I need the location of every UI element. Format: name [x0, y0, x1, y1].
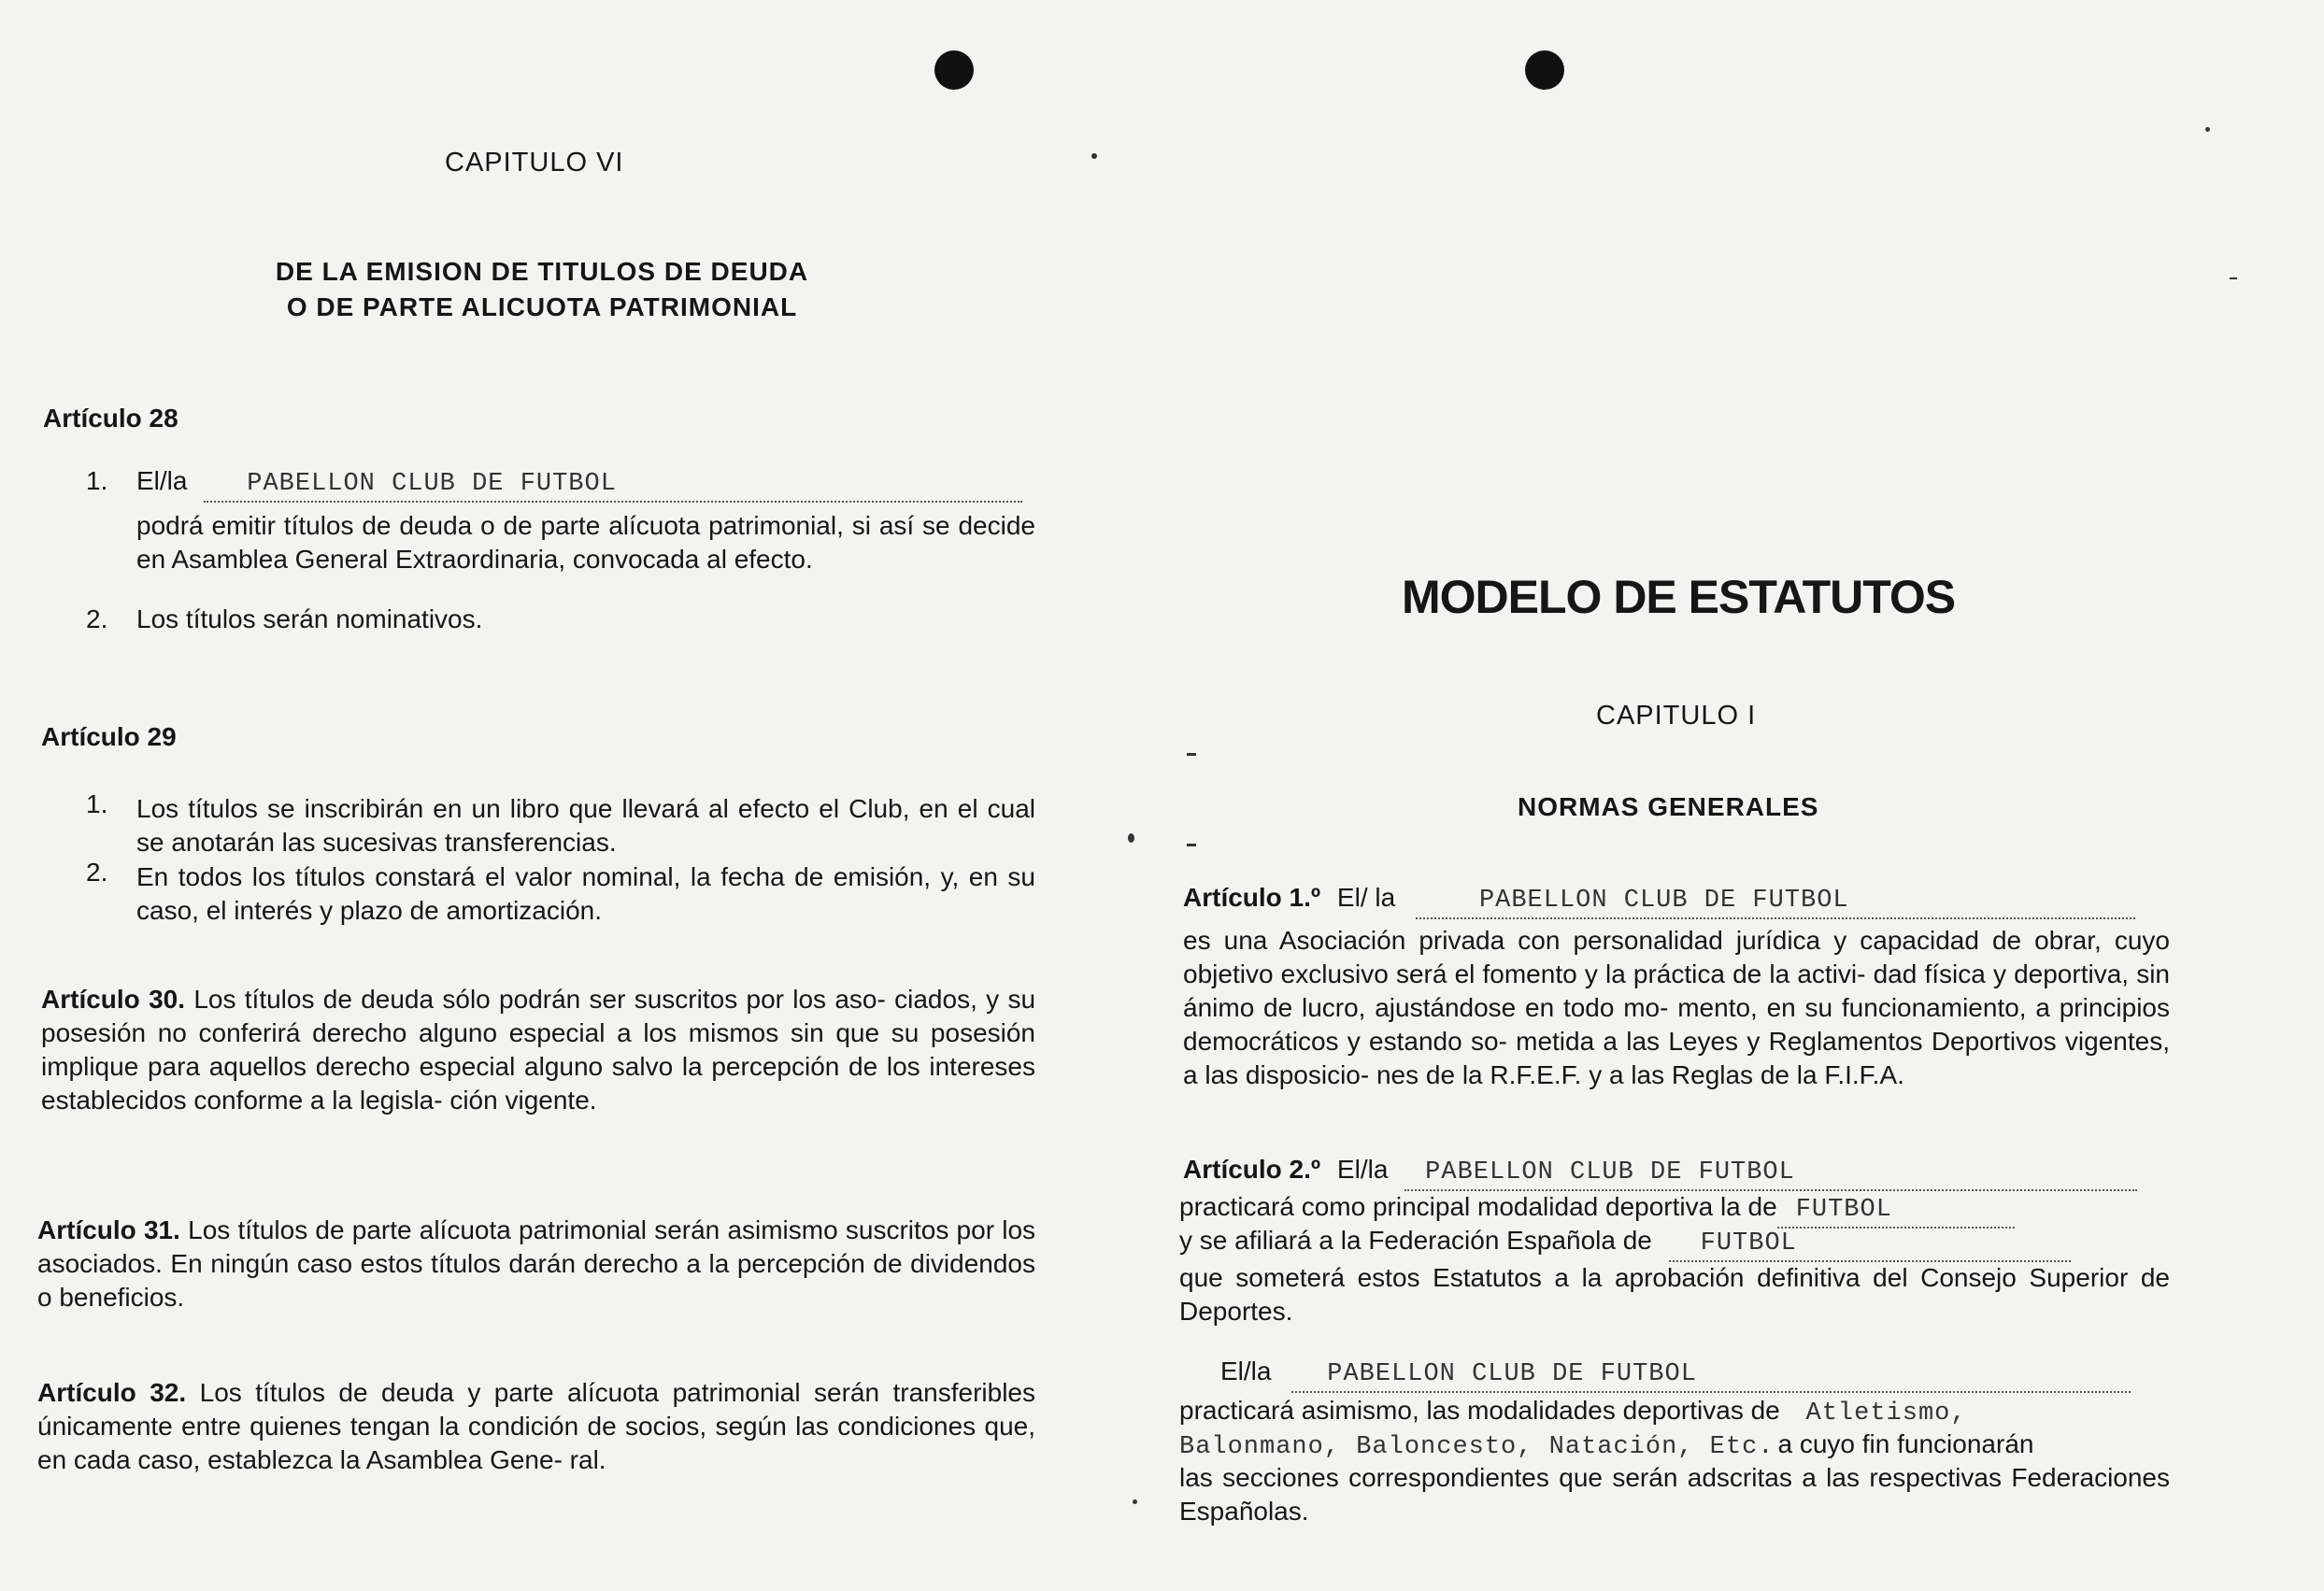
fill-in-line	[1669, 1224, 2071, 1262]
fill-in-row	[1179, 1224, 2170, 1262]
typed-sport: FUTBOL	[1795, 1196, 1892, 1224]
article-text: En todos los títulos constará el valor nominal, la fecha de emisión, y, en su caso, el interés y plazo de amortización.	[136, 862, 1035, 925]
fill-in-row	[1179, 1428, 2170, 1464]
right-page	[1112, 0, 2324, 1591]
article-paragraph	[41, 983, 1035, 1117]
fill-label: a cuyo fin funcionarán	[1777, 1429, 2034, 1458]
document-title: MODELO DE ESTATUTOS	[1402, 571, 1956, 623]
fill-in-row	[1220, 1355, 2170, 1393]
fill-in-row	[1183, 1153, 2170, 1191]
article-heading: Artículo 2.º	[1183, 1155, 1321, 1184]
fill-prefix: El/la	[136, 466, 188, 495]
article-text: es una Asociación privada con personalidad jurídica y capacidad de obrar, cuyo objetivo exclusivo será el fomento y la práctica de la activi- dad física y deportiva, sin ánimo de lucro, ajustándose en todo mo- mento, en su funcionamiento, a principios democráticos y estando so- metida a las Leyes y Reglamentos Deportivos vigentes, a las disposicio- nes de la R.F.E.F. y a las Reglas de la F.I.F.A.	[1183, 926, 2170, 1089]
article-paragraph	[37, 1214, 1035, 1314]
typed-club-name: PABELLON CLUB DE FUTBOL	[247, 470, 617, 498]
article-paragraph	[37, 1376, 1035, 1477]
typed-club-name: PABELLON CLUB DE FUTBOL	[1425, 1158, 1795, 1186]
section-title: NORMAS GENERALES	[1518, 792, 1819, 821]
fill-in-row	[1179, 1190, 2170, 1229]
chapter-heading: CAPITULO VI	[445, 148, 624, 178]
item-number: 1.	[86, 789, 108, 818]
article-heading: Artículo 31.	[37, 1215, 180, 1244]
chapter-heading: CAPITULO I	[1596, 701, 1757, 731]
fill-prefix: El/ la	[1336, 883, 1396, 912]
fill-in-row	[1179, 1394, 2170, 1430]
item-number: 1.	[86, 466, 108, 495]
section-title-line: O DE PARTE ALICUOTA PATRIMONIAL	[286, 292, 798, 321]
fill-in-line	[1416, 881, 2135, 919]
article-heading: Artículo 30.	[41, 985, 186, 1014]
fill-label: y se afiliará a la Federación Española de	[1179, 1226, 1652, 1255]
article-text: Los títulos serán nominativos.	[136, 604, 483, 633]
section-title	[215, 254, 869, 325]
article-heading: Artículo 29	[41, 722, 177, 751]
typed-sports: Atletismo,	[1805, 1399, 1967, 1428]
fill-label: practicará como principal modalidad deportiva la de	[1179, 1192, 1777, 1221]
fill-in-row	[1183, 881, 2170, 919]
article-text: Los títulos se inscribirán en un libro que llevará al efecto el Club, en el cual se anotarán las sucesivas transferencias.	[136, 794, 1035, 857]
fill-in-line	[1777, 1190, 2015, 1229]
fill-in-line	[204, 464, 1022, 503]
fill-in-row	[136, 464, 1035, 503]
fill-in-line	[1404, 1153, 2137, 1191]
item-number: 2.	[86, 604, 108, 633]
article-heading: Artículo 28	[43, 404, 178, 433]
article-text: Los títulos de parte alícuota patrimonial serán asimismo suscritos por los asociados. En ningún caso estos títulos darán derecho a la percepción de dividendos o beneficios.	[37, 1215, 1036, 1312]
item-number: 2.	[86, 858, 108, 887]
article-text: Los títulos de deuda sólo podrán ser suscritos por los aso- ciados, y su posesión no conferirá derecho alguno especial a los mismos sin que su posesión implique para aquellos derecho especial alguno salvo la percepción de los intereses establecidos conforme a la legisla- ción vigente.	[41, 985, 1036, 1115]
article-text: Los títulos de deuda y parte alícuota patrimonial serán transferibles únicamente entre quienes tengan la condición de socios, según las condiciones que, en cada caso, establezca la Asamblea Gene- ral.	[37, 1378, 1036, 1474]
fill-prefix: El/la	[1220, 1357, 1272, 1385]
typed-federation: FUTBOL	[1700, 1229, 1797, 1257]
article-heading: Artículo 32.	[37, 1378, 187, 1407]
fill-in-line	[1291, 1355, 2131, 1393]
article-text: podrá emitir títulos de deuda o de parte alícuota patrimonial, si así se decide en Asamblea General Extraordinaria, convocada al efecto.	[136, 511, 1035, 574]
article-heading: Artículo 1.º	[1183, 883, 1321, 912]
fill-label: practicará asimismo, las modalidades deportivas de	[1179, 1396, 1780, 1425]
article-text: las secciones correspondientes que serán adscritas a las respectivas Federaciones Españolas.	[1179, 1463, 2170, 1526]
typed-sports: Balonmano, Baloncesto, Natación, Etc.	[1179, 1433, 1775, 1461]
typed-club-name: PABELLON CLUB DE FUTBOL	[1327, 1360, 1697, 1388]
left-page	[0, 0, 1112, 1591]
fill-prefix: El/la	[1336, 1155, 1389, 1184]
article-text: que someterá estos Estatutos a la aprobación definitiva del Consejo Superior de Deportes.	[1179, 1263, 2170, 1326]
section-title-line: DE LA EMISION DE TITULOS DE DEUDA	[275, 257, 809, 286]
typed-club-name: PABELLON CLUB DE FUTBOL	[1478, 887, 1849, 915]
